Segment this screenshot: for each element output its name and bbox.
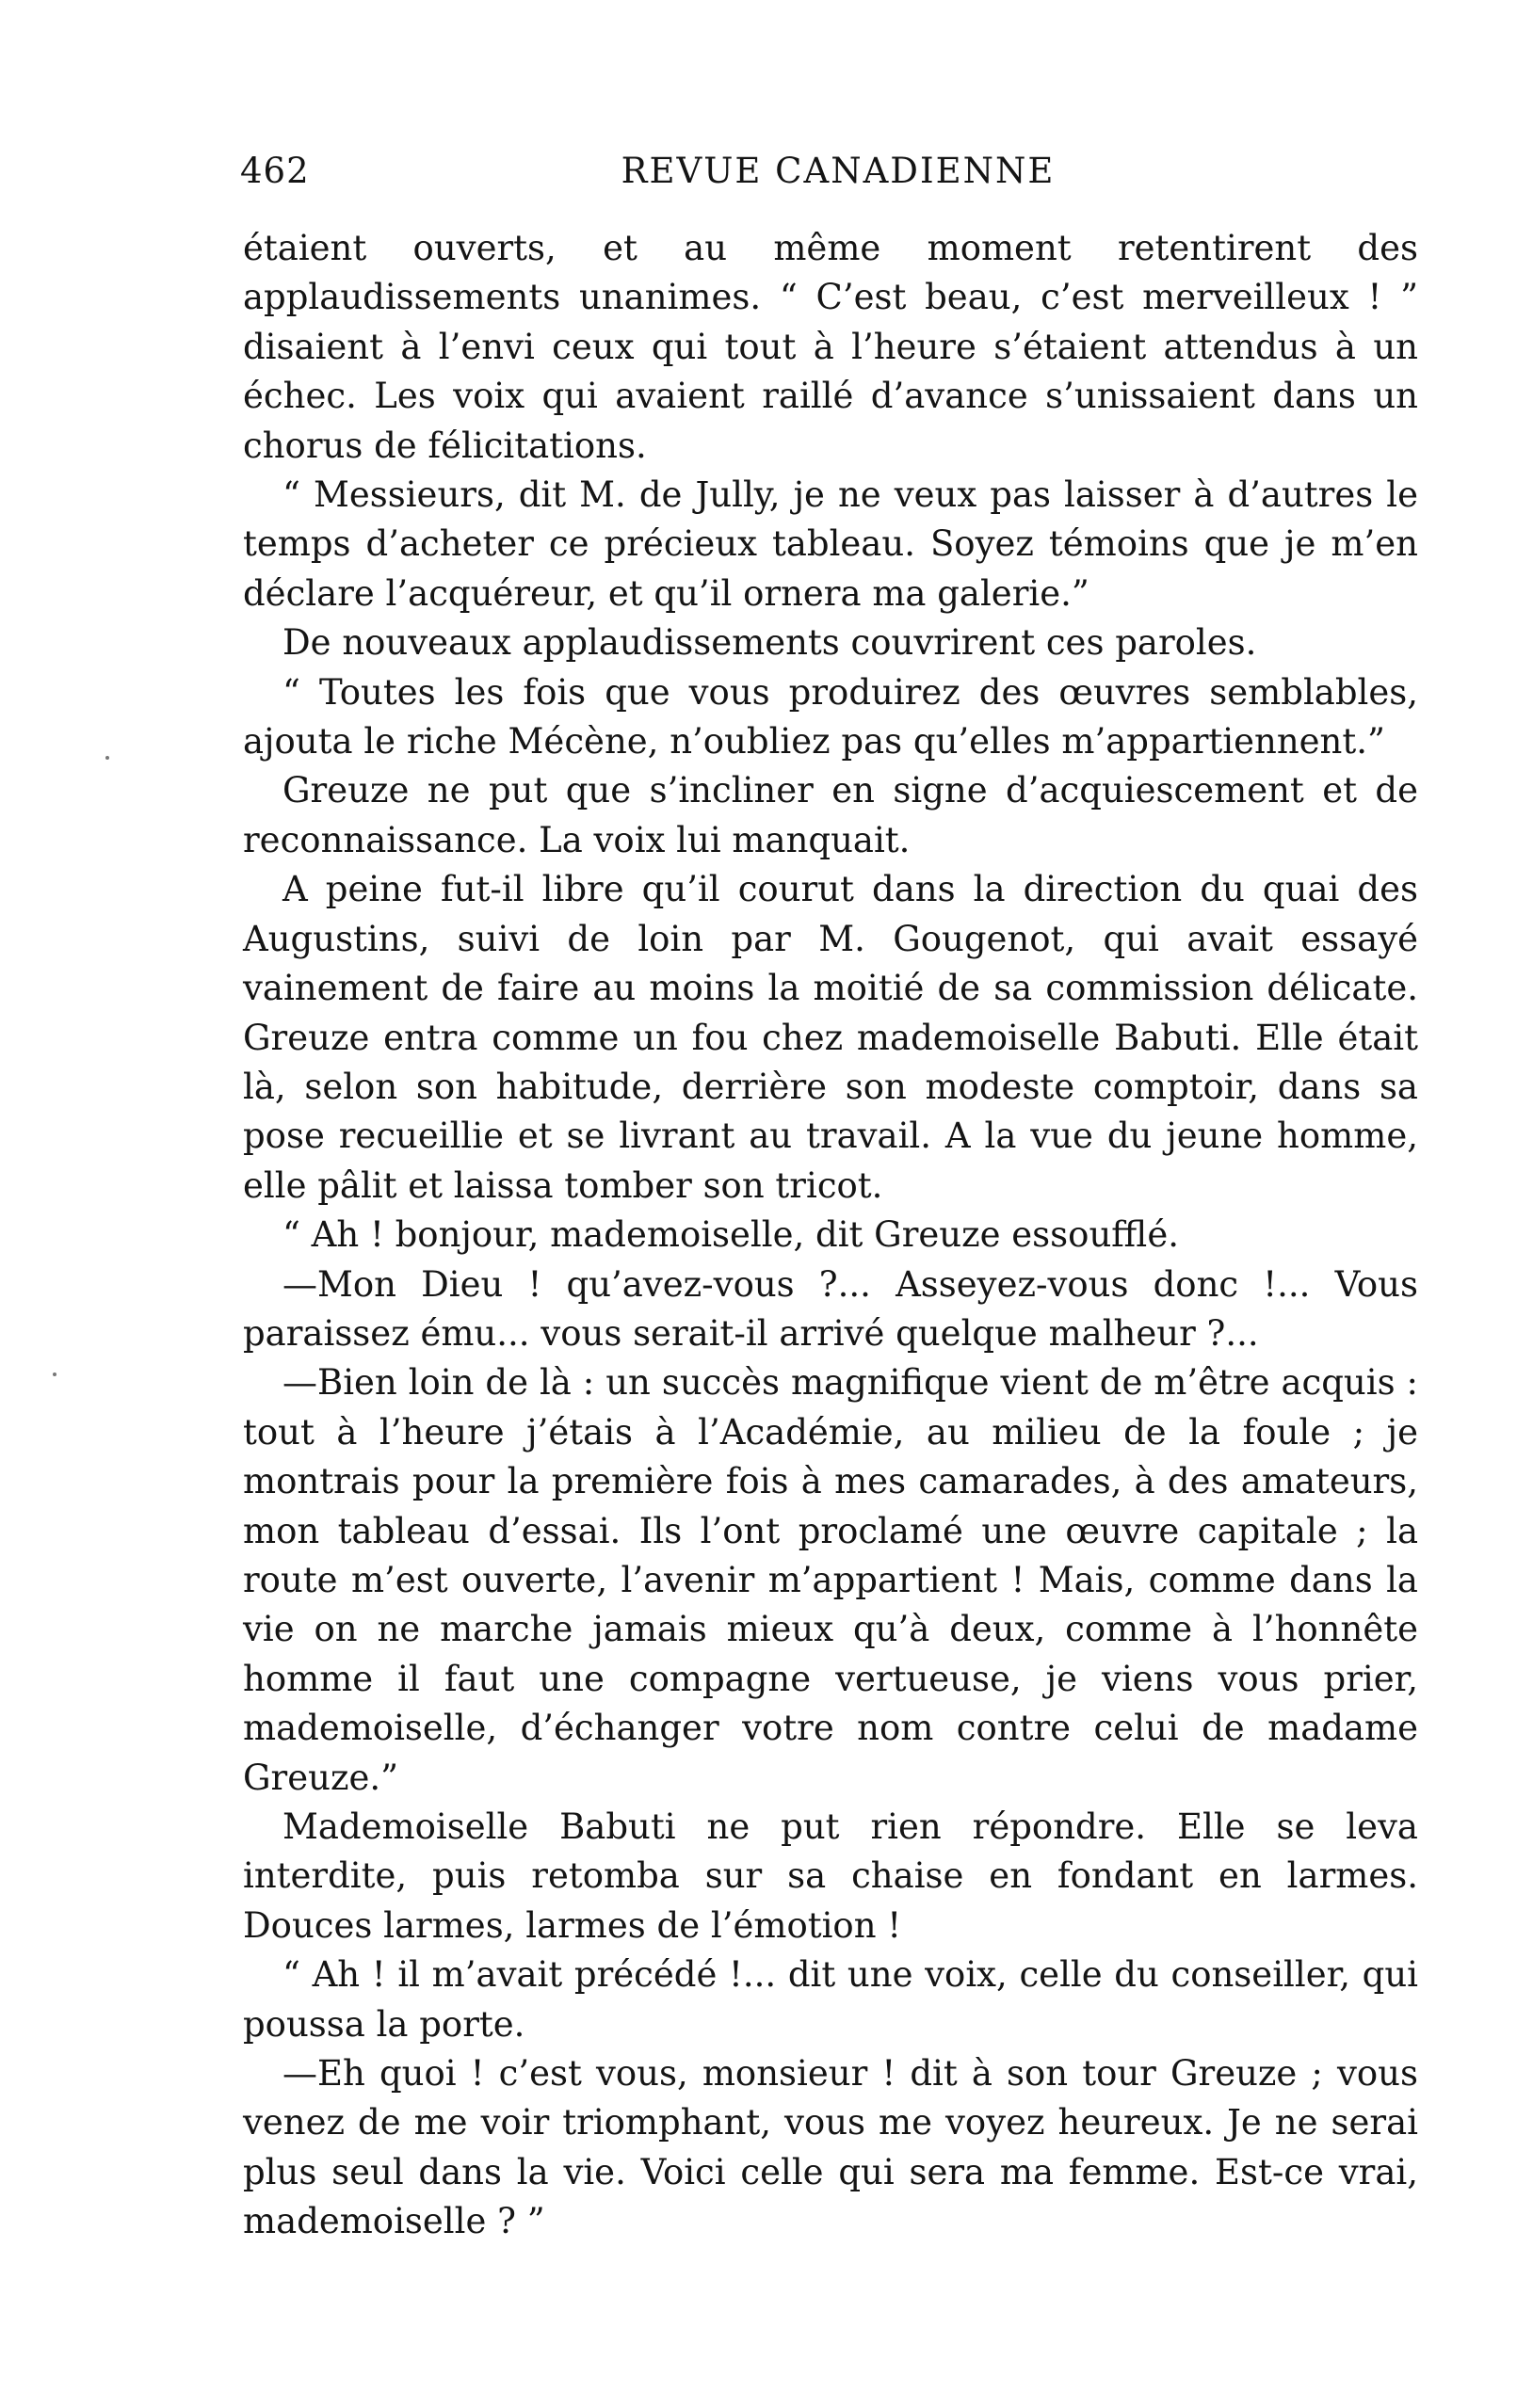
paragraph: —Bien loin de là : un succès magnifique vient de m’être acquis : tout à l’heure j’étais à l’Académie, au milieu de la foule ; je montrais pour la première fois à mes camarades, à des amateurs, mon tableau d’essai. Ils l’ont proclamé une œuvre capitale ; la route m’est ouverte, l’avenir m’appartient ! Mais, comme dans la vie on ne marche jamais mieux qu’à deux, comme à l’honnête homme il faut une compagne vertueuse, je viens vous prier, mademoiselle, d’échanger votre nom contre celui de madame Greuze.” (243, 1362, 1418, 1798)
paragraph: “ Ah ! bonjour, mademoiselle, dit Greuze essoufflé. (282, 1214, 1180, 1256)
page-number: 462 (240, 151, 310, 191)
paragraph: Greuze ne put que s’incliner en signe d’acquiescement et de reconnaissance. La voix lui manquait. (243, 770, 1418, 860)
scan-speck (53, 1373, 56, 1376)
paragraph: —Mon Dieu ! qu’avez-vous ?... Asseyez-vous donc !... Vous paraissez ému... vous serait-il arrivé quelque malheur ?... (243, 1263, 1418, 1354)
paragraph: —Eh quoi ! c’est vous, monsieur ! dit à son tour Greuze ; vous venez de me voir triomphant, vous me voyez heureux. Je ne serai plus seul dans la vie. Voici celle qui sera ma femme. Est-ce vrai, mademoiselle ? ” (243, 2053, 1418, 2242)
paragraph: A peine fut-il libre qu’il courut dans la direction du quai des Augustins, suivi de loin par M. Gougenot, qui avait essayé vainement de faire au moins la moitié de sa commission délicate. Greuze entra comme un fou chez mademoiselle Babuti. Elle était là, selon son habitude, derrière son modeste comptoir, dans sa pose recueillie et se livrant au travail. A la vue du jeune homme, elle pâlit et laissa tomber son tricot. (243, 869, 1418, 1206)
page-header (240, 151, 1436, 207)
running-title: REVUE CANADIENNE (621, 151, 1056, 191)
paragraph: “ Messieurs, dit M. de Jully, je ne veux pas laisser à d’autres le temps d’acheter ce précieux tableau. Soyez témoins que je m’en déclare l’acquéreur, et qu’il ornera ma galerie.” (243, 474, 1418, 614)
paragraph: “ Ah ! il m’avait précédé !... dit une voix, celle du conseiller, qui poussa la porte. (243, 1954, 1418, 2045)
paragraph: De nouveaux applaudissements couvrirent ces paroles. (282, 622, 1257, 664)
scan-speck (105, 756, 109, 760)
body-text (243, 224, 1418, 2247)
paragraph: Mademoiselle Babuti ne put rien répondre. Elle se leva interdite, puis retomba sur sa chaise en fondant en larmes. Douces larmes, larmes de l’émotion ! (243, 1806, 1418, 1946)
paragraph: étaient ouverts, et au même moment retentirent des applaudissements unanimes. “ C’est beau, c’est merveilleux ! ” disaient à l’envi ceux qui tout à l’heure s’étaient attendus à un échec. Les voix qui avaient raillé d’avance s’unissaient dans un chorus de félicitations. (243, 228, 1418, 466)
paragraph: “ Toutes les fois que vous produirez des œuvres semblables, ajouta le riche Mécène, n’oubliez pas qu’elles m’appartiennent.” (243, 671, 1418, 763)
